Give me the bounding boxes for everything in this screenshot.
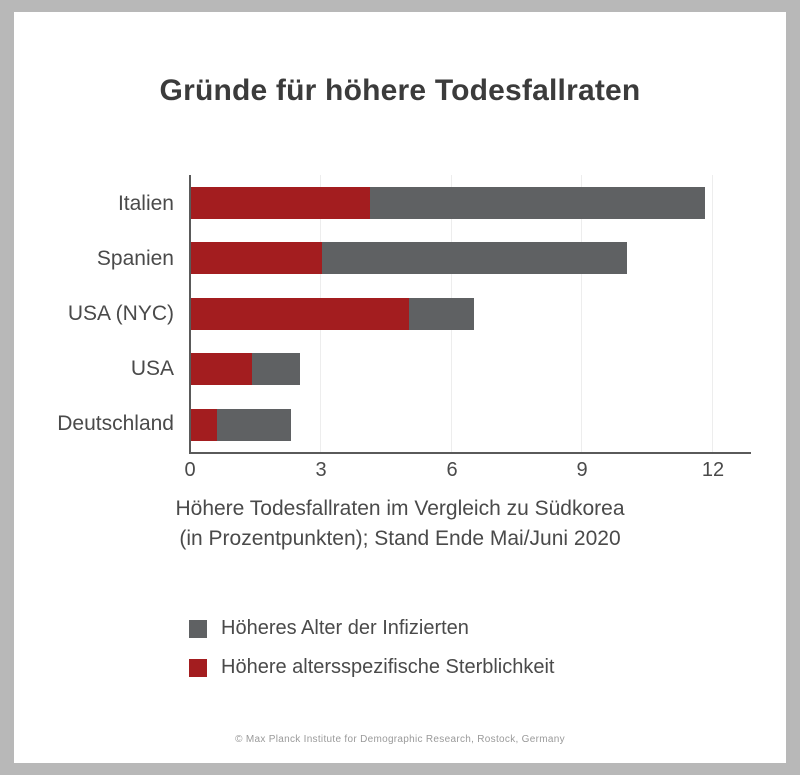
xtick-6: 6: [446, 459, 458, 481]
category-label-deutschland: Deutschland: [57, 412, 174, 435]
bar-usa-nyc-mortality: [191, 298, 409, 330]
bar-spanien-mortality: [191, 242, 322, 274]
category-label-italien: Italien: [117, 192, 174, 215]
legend: [189, 617, 749, 695]
legend-item-age: [189, 617, 749, 640]
legend-swatch-mortality-icon: [189, 659, 207, 677]
x-axis-caption-line2: (in Prozentpunkten); Stand Ende Mai/Juni 2020: [179, 527, 621, 550]
chart-title: Gründe für höhere Todesfallraten: [159, 74, 641, 107]
xtick-9: 9: [576, 459, 588, 481]
x-axis-line: [189, 452, 751, 454]
bar-usa-nyc-age: [409, 298, 474, 330]
plot-area: [189, 175, 751, 452]
x-axis-caption: [14, 494, 786, 554]
legend-item-mortality: [189, 656, 749, 679]
x-axis-caption-line1: Höhere Todesfallraten im Vergleich zu Südkorea: [175, 497, 625, 520]
legend-swatch-age-icon: [189, 620, 207, 638]
legend-label-mortality: Höhere altersspezifische Sterblichkeit: [221, 656, 555, 678]
legend-label-age: Höheres Alter der Infizierten: [221, 617, 469, 639]
category-label-spanien: Spanien: [96, 247, 174, 270]
xtick-0: 0: [184, 459, 196, 481]
credit-footer: © Max Planck Institute for Demographic Research, Rostock, Germany: [235, 734, 565, 745]
gridline-12: [712, 175, 713, 452]
bar-spanien-age: [322, 242, 627, 274]
bar-deutschland-mortality: [191, 409, 217, 441]
chart-card: [14, 12, 786, 763]
xtick-12: 12: [701, 459, 725, 481]
bar-usa-age: [252, 353, 300, 385]
bar-deutschland-age: [217, 409, 291, 441]
bar-italien-age: [370, 187, 706, 219]
bar-italien-mortality: [191, 187, 370, 219]
bar-usa-mortality: [191, 353, 252, 385]
category-label-usa-nyc: USA (NYC): [67, 302, 174, 325]
category-label-usa: USA: [130, 357, 174, 380]
xtick-3: 3: [315, 459, 327, 481]
